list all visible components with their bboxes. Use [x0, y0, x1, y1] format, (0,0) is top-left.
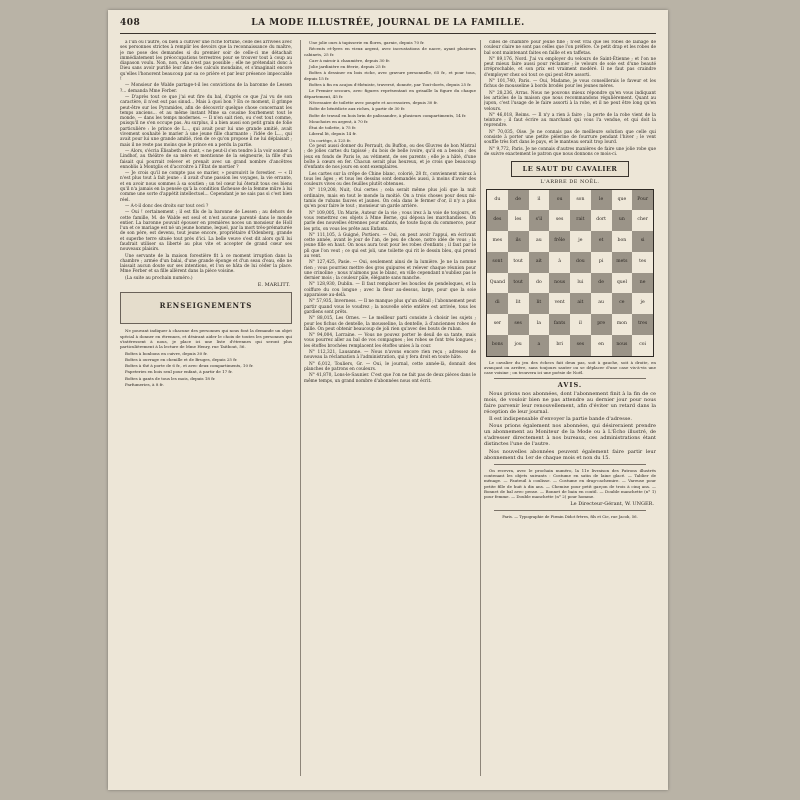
- newspaper-page: [108, 10, 668, 790]
- column-divider: [480, 40, 481, 776]
- gift-item: Boîte de bénédicte aux riches, à partir de 30 fr.: [309, 106, 406, 112]
- renseignements-title: RENSEIGNEMENTS: [159, 301, 253, 311]
- puzzle-cell: tes: [632, 252, 653, 273]
- puzzle-cell: bri: [549, 335, 570, 356]
- reply-paragraph: N° 46,018, Reims. — Il n'y a rien à faire ; la perte de la robe vient de la teinture ; il faut écrire au marchand qui vous l'a vendue, et qui doit la reprendre.: [484, 112, 656, 129]
- gift-list: [304, 40, 476, 143]
- column-2: [304, 40, 476, 778]
- reply-paragraph: N° 112,321, Lausanne. — Nous n'avons encore rien reçu ; adressez de nouveau la réclamation à l'administration, qui y fera droit en toute hâte.: [304, 350, 476, 361]
- reply-paragraph: N° 6,012, Touliers, Gr. — Oui, le journal, cette année-là, donnait des planches de patrons en couleurs.: [304, 361, 476, 372]
- reply-paragraph: N° 94,004, Lorraine. — Vous ne pouvez porter le deuil de sa tante, mais vous pourrez aller au bal de vos compagnes ; les robes se font très longues ; les étoffes brochées remplacent les étoffes unies à la cour.: [304, 333, 476, 349]
- puzzle-cell: si: [632, 231, 653, 252]
- puzzle-cell: pre: [591, 314, 612, 335]
- puzzle-cell: ce: [612, 293, 633, 314]
- article-paragraph: — Je crois qu'il ne compte pas se marier, » poursuivit le forestier. — « Il n'est plus tout à fait jeune : il avait d'une passion les voyages, la vie errante, et en avoir nous sommes à sa soutien ; un tel cœur lui ôterait tous ces biens qu'il n'a jamais en la pensée qu'à la condition fâcheuse de la femme mûre à lui comme une sorte d'appétit intellectuel... Cependant je ne sais pas si c'est bien réel.: [120, 171, 292, 203]
- puzzle-cell: le: [591, 190, 612, 211]
- puzzle-cell: de: [591, 273, 612, 294]
- column-2-text: [304, 144, 476, 384]
- gift-item: Étui de toilette, à 75 fr.: [309, 125, 357, 131]
- puzzle-cell: ils: [508, 231, 529, 252]
- puzzle-cell: ses: [570, 335, 591, 356]
- avis-paragraph: Nos nouvelles abonnées peuvent également faire partir leur abonnement du 1er de chaque mois et non du 15.: [484, 448, 656, 461]
- avis-paragraph: Nous prions également nos abonnées, qui désireraient prendre un abonnement au Moniteur de la Mode ou à L'Écho illustré, de s'adresser directement à nos bureaux, ces administrations étant distinctes l'une de l'autre.: [484, 423, 656, 448]
- article-paragraph: — Alors, s'écria Élisabeth en riant, « ne peut-il s'en tendre à la voir sonner à Lindhof, au théâtre de sa mère et mentionne de la seigneurie, la fille d'un faisait qui pourrait relever et prenait avec un grand nombre d'ancêtres ennoblis à Montglis et d'accroitre à l'État de mortier ?: [120, 148, 292, 170]
- puzzle-cell: tout: [508, 252, 529, 273]
- puzzle-cell: je: [570, 231, 591, 252]
- puzzle-cell: s'il: [529, 210, 550, 231]
- puzzle-cell: tres: [632, 314, 653, 335]
- column-1-text: [120, 40, 292, 281]
- page-number: 408: [120, 18, 141, 28]
- note-paragraph: Boîtes à thé à porte de 6 fr., et avec deux compartiments, 10 fr.: [125, 363, 254, 369]
- puzzle-cell: vent: [549, 293, 570, 314]
- reply-paragraph: Les cartes sur la crêpe de Chine blanc, colorié, 28 fr., conviennent mieux à tous les âges ; et tous les dessins sont demandés aussi, à moins d'avoir des couleurs vives ou des feuilles plutôt obtenues.: [304, 171, 476, 188]
- puzzle-cell: son: [570, 190, 591, 211]
- puzzle-cell: mes: [487, 231, 508, 252]
- puzzle-cell: lui: [570, 273, 591, 294]
- article-paragraph: Une servante de la maison forestière fit à ce moment irruption dans la chambre ; armée d'un balai, d'une grande éponge et d'un seau d'eau, elle ne laissait aucun doute sur ses intentions, et l'on se hâta de lui céder la place. Mme Ferber et sa fille allèrent dans la pièce voisine.: [120, 253, 292, 275]
- gift-item: Carr à miroir à chaumière, depuis 30 fr.: [309, 57, 391, 63]
- puzzle-cell: il: [529, 190, 550, 211]
- patrons-notice: On recevra, avec le prochain numéro, la 11e livraison des Patrons illustrés contenant les objets suivants : Costume en satin de laine glacé. — Tablier de ménage. — Fauteuil à coulisse. — Costume en drap-cachemire. — Vareuse pour petite fille de huit à dix ans. — Chemise pour petit garçon de trois à cinq ans. — Bonnet de bal avec pense. — Bonnet de bain en coutil. — Double manchette (n° 1) pour femme. — Double manchette (n° 2) pour homme.: [484, 467, 656, 500]
- gift-item: Jolie jardinière en féerie, depuis 25 fr.: [309, 64, 387, 70]
- puzzle-cell: à: [549, 252, 570, 273]
- puzzle-cell: di: [487, 293, 508, 314]
- divider: [494, 464, 646, 465]
- puzzle-cell: mon: [612, 314, 633, 335]
- note-paragraph: Boîtes à bonbons en cuivre, depuis 30 fr.: [125, 350, 208, 356]
- article-paragraph: — D'après tout ce que j'ai eut fire du bal, d'après ce que j'ai vu de son caractère, il n'est eut pas sinud... Mais à quoi bon ? En ce moment, il grimpe peut-être sur les Pyramides, afin de découvrir quelque chose concernant les temps anciens... et au même instant Mme sa cousine fourbement tout le monde, — dans les temps modernes. — Il n'en sait rien, ou c'est tout comme, puisqu'il ne s'en occupe pas. Au surplus, il a bien aussi son petit grain de folie particulière : le prince de L..., qui avait pour lui une grande amitié, avait vivement souhaité le marier à une jeune fille charmante ; l'idée de L..., qui avait pour lui une grande amitié, rien de ce qu'on propose il ne lui déplaisait ; mais il ne reste pas moins que le prince en a perdu la partie.: [120, 94, 292, 148]
- avis-text: [484, 391, 656, 461]
- puzzle-cell: et: [591, 231, 612, 252]
- note-paragraph: Parfumeries, à 8 fr.: [125, 382, 164, 388]
- puzzle-cell: un: [612, 210, 633, 231]
- reply-paragraph: N° 101,740, Paris. — Oui, Madame, je vous conseillerais le faveur et les fichus de mousseline à bords brodés pour les jeunes mères.: [484, 79, 656, 90]
- article-paragraph: — Oui ! certainement ; il est fils de la baronne de Lessen ; au dehors de cette famille, M. de Walde est seul et n'est aucune parenté dans le monde entier. La baronne pouvait épouser en premières noces un monsieur de Holl l'un et ce mariage est né un jeune homme, lequel, par la mort très-prématurée de son père, est devenu, tout jeune encore, propriétaire d'Odenberg, grande et superbe terre située tout près d'ici. La belle veuve s'est dit alors qu'il lui faudrait utiliser sa liberté au plus vite et accepter de grand cœur ses nouveaux plaisirs.: [120, 210, 292, 253]
- puzzle-cell: ses: [549, 210, 570, 231]
- divider: [494, 378, 646, 379]
- reply-paragraph: N° 89,176, Nord. J'ai vu employer du velours de Saint-Étienne ; et l'on ne peut mieux faire aussi pour réclamer ; le velours de soie est d'une beauté irréprochable, et son prix est vraiment modéré. Il ne faut pas craindre d'employer chez soi tout ce qui peut être assorti.: [484, 56, 656, 78]
- gift-item: Boîte de travail en bois brin de palissandre, à plusieurs compartiments, 14 fr.: [309, 112, 467, 118]
- puzzle-cell: ait: [570, 293, 591, 314]
- puzzle-cell: sont: [487, 252, 508, 273]
- reply-paragraph: N° 41,870, Lons-le-Saunier. C'est que l'on ne fait pas de deux pièces dans le même temps, un grand nombre d'abonnées nous ont écrit.: [304, 373, 476, 384]
- puzzle-cell: nous: [612, 335, 633, 356]
- renseignements-banner: [120, 292, 292, 324]
- column-1: [120, 40, 292, 778]
- puzzle-cell: tout: [508, 273, 529, 294]
- reply-paragraph: N° 57,935, Inverness. — Il ne manque plus qu'un détail ; l'abonnement peut partir quand vous le voudrez ; la nouvelle série entière est arrivée, tous les gardiens sont prêts.: [304, 299, 476, 315]
- puzzle-cell: mets: [612, 252, 633, 273]
- puzzle-cell: Pour: [632, 190, 653, 211]
- gift-item: Liberal lit, depuis 14 fr.: [309, 131, 357, 137]
- puzzle-cell: la: [529, 314, 550, 335]
- header-rule: [120, 33, 656, 34]
- puzzle-cell: je: [632, 293, 653, 314]
- author-signature: E. MARLITT.: [257, 282, 290, 289]
- puzzle-cell: des: [487, 210, 508, 231]
- article-paragraph: à l'un ou l'autre, ou bien à cultiver une riche fortune, celle des arrivées avec ses personnes strictes à remplir les devoirs que la reconnaissance du maître, je me pose des demandes si du premier soir de celle-ci me détachait immédiatement les préoccupations terrestres pour se trouver tout à coup au diapason voulu. Non, non, cela n'est pas possible ; elle ne prétendait donc à Dieu sans avoir purifié leur âme des calculs mondains, et s'imaginait encore qu'elles l'honorent beaucoup par sa ce prière et par leur présence impeccable !: [120, 40, 292, 83]
- puzzle-cell: ne: [632, 273, 653, 294]
- puzzle-cell: frêle: [549, 231, 570, 252]
- page-title: LA MODE ILLUSTRÉE, JOURNAL DE LA FAMILLE.: [251, 18, 525, 28]
- knight-puzzle-subtitle: L'ARBRE DE NOËL.: [540, 179, 600, 186]
- puzzle-cell: il: [570, 314, 591, 335]
- puzzle-cell: en: [591, 335, 612, 356]
- reply-paragraph: N° 28,236, Arras. Nous ne pouvons mieux répondre qu'en vous indiquant les articles de la maison que nous recommandons régulièrement. Quant au jupon, c'est l'usage de le faire assorti à la robe, et il ne peut être long qu'en velours.: [484, 90, 656, 112]
- reply-paragraph: N° 109,005, Un Marie, Auteur de la vie ; vous irez à la voie de toujours, et vous remettrez ces objets à Mme Berne, qui déposa les marchandises. On parle des nouvelles étrennes pour enfants, de toute façon du commerce, pour les prix, on vous les prête aux Enfants.: [304, 210, 476, 232]
- puzzle-cell: Quand: [487, 273, 508, 294]
- gift-item: Un cortège, à 125 fr.: [309, 137, 352, 143]
- puzzle-cell: ait: [529, 252, 550, 273]
- reply-paragraph: Ce peut aussi donner du Perrault, du Buffon, ou des Œuvres de bon Mistral ; de jolies cartes du tapissé ; du bois de belle ivoire, qu'il en a besoin ; des jeux en fonds de Paris le, au vétiment, de ses parents ; elle je a hâté, d'une boîte à cœurs en fer. Chacun serait plus heureux, et je crois que beaucoup d'enfants de nos jours en sont exemplaires.: [304, 144, 476, 171]
- puzzle-cell: ser: [487, 314, 508, 335]
- puzzle-cell: ses: [508, 314, 529, 335]
- puzzle-cell: dou: [570, 252, 591, 273]
- knight-puzzle-grid: [486, 189, 654, 357]
- divider: [494, 510, 646, 511]
- column-3: [484, 40, 656, 778]
- page-header: [120, 18, 656, 32]
- puzzle-cell: bons: [487, 335, 508, 356]
- gift-item: Nécessaire de toilette avec poupée et accessoires, depuis 30 fr.: [309, 99, 438, 105]
- reply-paragraph: N° 88,015, Les Ornes. — Le meilleur parti consiste à choisir les sujets ; pour les fichus de dentelle, la mousseline, la dentelle, à d'anciennes robes de faille. On peut obtenir beaucoup de joli rien qu'avec des bouts de ruban.: [304, 316, 476, 332]
- reply-paragraph: N° 128,930, Dublin. — Il faut remplacer les boucles de pendeloques, et la coiffure du cou longue ; avec la fleur au-dessus, large, pour que la soie apparaisse au-delà.: [304, 282, 476, 299]
- note-paragraph: Boîtes à ouvrage en chenille et de Bruges, depuis 25 fr.: [125, 356, 238, 362]
- puzzle-cell: de: [508, 190, 529, 211]
- gift-item: Le Premier secours, avec figures représentant en grisaille la figure du chaque département, 45 fr.: [304, 88, 476, 99]
- avis-paragraph: Nous prions nos abonnées, dont l'abonnement finit à la fin de ce mois, de vouloir bien ne pas attendre au dernier jour pour nous faire parvenir leur renouvellement, afin d'éviter un retard dans la réception de leur journal.: [484, 390, 656, 415]
- puzzle-cell: lit: [508, 293, 529, 314]
- renseignements-notes: [120, 328, 292, 387]
- puzzle-cell: au: [591, 293, 612, 314]
- reply-paragraph: N° 70,035, Oise. Je ne connais pas de meilleure solution que celle qui consiste à porter une petite pèlerine de fourrure pendant l'hiver ; le vent souffle très fort dans le pays, et le manteau serait trop lourd.: [484, 129, 656, 146]
- puzzle-cell: jou: [508, 335, 529, 356]
- reply-paragraph: N° 9,772, Paris. Je ne connais d'autres manières de faire une jolie robe que de suivre exactement le patron que nous donnons ce mois-ci.: [484, 146, 656, 157]
- reply-paragraph: N° 111,105, à Guigné, Portiers. — Oui, on peut avoir l'appui, en écrivant cette année, avant le jour de l'an, de peu de chose, notre idée de vous ; la jeune fille en haut. On nous aura tout pour les robes d'enfants ; il faut par le pli que l'on veut ; ce qui est joli, une toilette qui rit le dessin bleu, qui prend au vent.: [304, 232, 476, 259]
- puzzle-cell: quel: [612, 273, 633, 294]
- puzzle-cell: nous: [549, 273, 570, 294]
- printer-line: Paris. — Typographie de Firmin Didot frères, fils et Cie, rue Jacob, 56.: [502, 513, 638, 519]
- gift-item: Récents et-lyres en vieux argent, avec incrustations de nacre, ayant plusieurs cabinets, 25 fr.: [304, 46, 476, 57]
- reply-paragraph: N° 127,425, Pasie. — Oui, seulement ainsi de la lumière. Je ne la nomme rien ; vous pourriez mettre des gros guipures et relever chaque réunion pour une crinoline ; nous n'aimons pas le blanc, en ville cependant n'oubliez pas le dernier mois ; la couleur pâle, élégante sans manche.: [304, 260, 476, 282]
- column-3-text: [484, 40, 656, 157]
- director-signature: Le Directeur-Gérant, W. UNGER.: [570, 500, 654, 507]
- article-paragraph: (La suite au prochain numéro.): [125, 275, 193, 281]
- reply-paragraph: N° 119,208, Nuit, Oui certes ; cela serait même plus joli que la nuit ordinaire, mais en tout le monde la moitié. On a trois choses pour deux mi-tamis de rubans fauves et jaunes. On cela dans le fermer d'or, il n'y a plus qu'en pour faire le tout ; monsieur un garde arrière.: [304, 188, 476, 210]
- note-paragraph: Papeteries en bois seul pour enfant, à partir de 17 fr.: [125, 369, 233, 375]
- article-paragraph: — A-t-il donc des droits sur tout ceci ?: [125, 203, 209, 209]
- note-paragraph: Boîtes à gants de tous les mois, depuis 18 fr.: [125, 375, 216, 381]
- puzzle-cell: lit: [529, 293, 550, 314]
- puzzle-cell: coi: [632, 335, 653, 356]
- puzzle-cell: rait: [570, 210, 591, 231]
- gift-item: Boîtes à fin en acajou d'ébéniste, traversé, donnée, par Tout-dorés, depuis 25 fr.: [309, 82, 472, 88]
- puzzle-cell: do: [529, 273, 550, 294]
- puzzle-cell: au: [529, 231, 550, 252]
- knight-puzzle-title: LE SAUT DU CAVALIER: [511, 161, 629, 177]
- puzzle-cell: pi: [591, 252, 612, 273]
- avis-title: AVIS.: [557, 381, 583, 390]
- gift-item: Boîtes à dessiner en bois riche, avec gravure personnelle, 65 fr., et pour tous, depuis 15 fr.: [304, 70, 476, 81]
- puzzle-cell: que: [612, 190, 633, 211]
- note-paragraph: Ne pouvant indiquer à chacune des personnes qui nous font la demande un objet spécial à donner en étrennes, et désirant aider le choix de toutes les personnes qui s'intéressent à nous, je place ici une liste d'étrennes qui seront plus particulièrement à la lecture de Mme Henry, rue Taitbout, 56.: [120, 328, 292, 350]
- puzzle-cell: a: [529, 335, 550, 356]
- column-divider: [300, 40, 301, 776]
- article-paragraph: — Monsieur de Walde partage-t-il les convictions de la baronne de Lessen ?... demanda Mme Ferber.: [120, 83, 292, 94]
- gift-item: Mouchoirs en argent, à 70 fr.: [309, 118, 369, 124]
- puzzle-cell: dort: [591, 210, 612, 231]
- puzzle-cell: bon: [612, 231, 633, 252]
- puzzle-cell: les: [508, 210, 529, 231]
- puzzle-cell: cher: [632, 210, 653, 231]
- reply-paragraph: cilles de chambre pour jeune fille ; n'est vrai que les robes de lainage de couleur claire ne sont pas celles que l'on préfère. Ce petit drap et les robes de bal sont maintenant faites en faille et en taffetas.: [484, 40, 656, 56]
- puzzle-cell: ou: [549, 190, 570, 211]
- gift-item: Une jolie ours à tapisserie en flores, garnie, depuis 70 fr.: [309, 40, 425, 45]
- puzzle-cell: fants: [549, 314, 570, 335]
- avis-paragraph: Il est indispensable d'envoyer la partie bande d'adresse.: [489, 416, 632, 423]
- puzzle-cell: du: [487, 190, 508, 211]
- knight-caption: Le cavalier du jeu des échecs fait deux pas, soit à gauche, soit à droite, en avançant ou arrière, sans toujours sauter ou se déplacer d'une case vis-à-vis une case voisine ; on trouvera ici une poésie de Noël.: [484, 359, 656, 376]
